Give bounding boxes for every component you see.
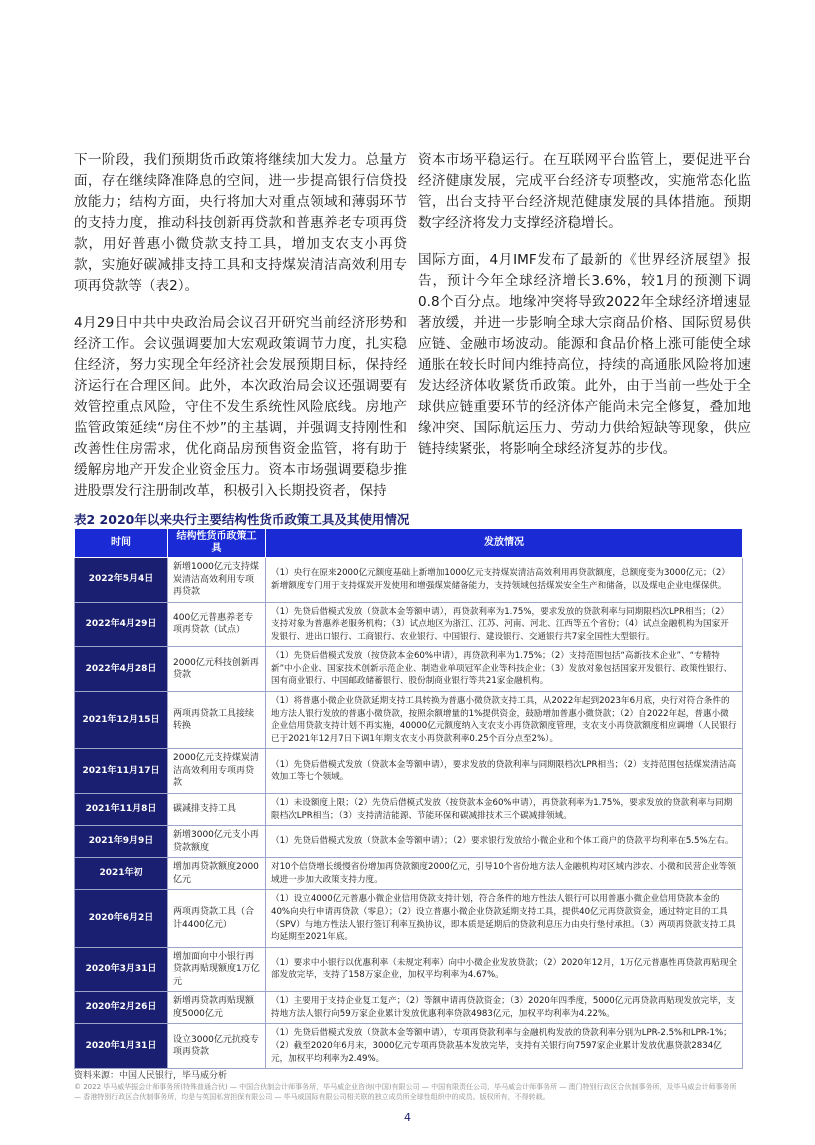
- row-date: 2020年3月31日: [75, 947, 168, 992]
- row-tool: 2000亿元支持煤炭清洁高效利用专项再贷款: [168, 749, 266, 794]
- row-date: 2020年2月26日: [75, 992, 168, 1024]
- header-time: 时间: [75, 529, 168, 558]
- row-detail: （1）先贷后借模式发放（贷款本金等额申请）；（2）要求银行发放给小微企业和个体工商户的贷款平均利率在5.5%左右。: [266, 826, 743, 858]
- row-detail: （1）央行在原来2000亿元额度基础上新增加1000亿元支持煤炭清洁高效利用再贷款额度，总额度变为3000亿元；（2）新增额度专门用于支持煤炭开发使用和增强煤炭储备能力，支持领域包括煤炭安全生产和储备，以及煤电企业电煤保供。: [266, 558, 743, 603]
- table-title: 表2 2020年以来央行主要结构性货币政策工具及其使用情况: [74, 512, 410, 527]
- table-row: [75, 558, 743, 603]
- row-tool: 新增1000亿元支持煤炭清洁高效利用专项再贷款: [168, 558, 266, 603]
- table-row: [75, 793, 743, 825]
- policy-tools-table: [74, 528, 743, 1069]
- row-detail: （1）先贷后借模式发放（贷款本金等额申请），专项再贷款利率与金融机构发放的贷款利率分别为LPR-2.5%和LPR-1%；（2）截至2020年6月末，3000亿元专项再贷款基本发放完毕，支持有关银行向7597家企业累计发放优惠贷款2834亿元，加权平均利率为2.49%。: [266, 1024, 743, 1069]
- row-tool: 增加再贷款额度2000亿元: [168, 858, 266, 890]
- row-tool: 增加面向中小银行再贷款再贴现额度1万亿元: [168, 947, 266, 992]
- paragraph: 4月29日中共中央政治局会议召开研究当前经济形势和经济工作。会议强调要加大宏观政策调节力度，扎实稳住经济，努力实现全年经济社会发展预期目标，保持经济运行在合理区间。此外，本次政治局会议还强调要有效管控重点风险，守住不发生系统性风险底线。房地产监管政策延续“房住不炒”的主基调，并强调支持刚性和改善性住房需求，优化商品房预售资金监管，将有助于缓解房地产开发企业资金压力。资本市场强调要稳步推进股票发行注册制改革，积极引入长期投资者，保持: [74, 315, 407, 499]
- row-date: 2020年1月31日: [75, 1024, 168, 1069]
- row-detail: （1）设立4000亿元普惠小微企业信用贷款支持计划，符合条件的地方性法人银行可以用普惠小微企业信用贷款本金的40%向央行申请再贷款（零息）；（2）设立普惠小微企业贷款延期支持工具，提供40亿元再贷款资金，通过特定目的工具（SPV）与地方性法人银行签订利率互换协议，即本质是延期后的贷款利息压力由央行垫付承担。（3）两项再贷款支持工具均延期至2021年底。: [266, 890, 743, 947]
- header-tool: 结构性货币政策工具: [168, 529, 266, 558]
- row-detail: （1）主要用于支持企业复工复产；（2）等额申请再贷款资金；（3）2020年四季度，5000亿元再贷款再贴现发放完毕，支持地方法人银行向59万家企业累计发放优惠利率贷款4983亿元，加权平均利率为4.22%。: [266, 992, 743, 1024]
- row-tool: 新增再贷款再贴现额度5000亿元: [168, 992, 266, 1024]
- row-detail: （1）先贷后借模式发放（按贷款本金60%申请），再贷款利率为1.75%；（2）支持范围包括“高新技术企业”、“专精特新”中小企业、国家技术创新示范企业、制造业单项冠军企业等科技企业；（3）发放对象包括国家开发银行、政策性银行、国有商业银行、中国邮政储蓄银行、股份制商业银行等共21家金融机构。: [266, 647, 743, 692]
- page-number: 4: [404, 1111, 411, 1124]
- paragraph: 下一阶段，我们预期货币政策将继续加大发力。总量方面，存在继续降准降息的空间，进一步提高银行信贷投放能力；结构方面，央行将加大对重点领域和薄弱环节的支持力度，推动科技创新再贷款和普惠养老专项再贷款，用好普惠小微贷款支持工具，增加支农支小再贷款，实施好碳减排支持工具和支持煤炭清洁高效利用专项再贷款等（表2）。: [74, 152, 407, 294]
- row-tool: 400亿元普惠养老专项再贷款（试点）: [168, 602, 266, 647]
- row-detail: （1）将普惠小微企业贷款延期支持工具转换为普惠小微贷款支持工具，从2022年起到2023年6月底，央行对符合条件的地方法人银行发放的普惠小微贷款，按照余额增量的1%提供资金，鼓励增加普惠小微贷款；（2）自2022年起，普惠小微企业信用贷款支持计划不再实施，40000亿元额度纳入支农支小再贷款额度管理，支农支小再贷款额度相应调增（人民银行已于2021年12月7日下调1年期支农支小再贷款利率0.25个百分点至2%）。: [266, 692, 743, 749]
- row-detail: （1）未设额度上限；（2）先贷后借模式发放（按贷款本金60%申请），再贷款利率为1.75%，要求发放的贷款利率与同期限档次LPR相当；（3）支持清洁能源、节能环保和碳减排技术三个碳减排领域。: [266, 793, 743, 825]
- row-tool: 碳减排支持工具: [168, 793, 266, 825]
- copyright-disclaimer: © 2022 毕马威华振会计师事务所(特殊普通合伙) — 中国合伙制会计师事务所，毕马威企业咨询(中国)有限公司 — 中国有限责任公司，毕马威会计师事务所 — 澳门特别行政区合伙制事务所，及毕马威会计师事务所 — 香港特别行政区合伙制事务所，均是与英国私营担保有限公司 — 毕马威国际有限公司相关联的独立成员所全球性组织中的成员。版权所有，不得转载。: [74, 1083, 737, 1101]
- right-text-column: [418, 150, 751, 476]
- left-text-column: [74, 150, 407, 518]
- row-date: 2021年11月17日: [75, 749, 168, 794]
- paragraph: 资本市场平稳运行。在互联网平台监管上，要促进平台经济健康发展，完成平台经济专项整改，实施常态化监管，出台支持平台经济规范健康发展的具体措施。预期数字经济将发力支撑经济稳增长。: [418, 152, 751, 231]
- table-row: [75, 947, 743, 992]
- row-date: 2021年11月8日: [75, 793, 168, 825]
- row-date: 2022年4月28日: [75, 647, 168, 692]
- row-detail: （1）先贷后借模式发放（贷款本金等额申请），再贷款利率为1.75%，要求发放的贷款利率与同期限档次LPR相当；（2）支持对象为普惠养老服务机构；（3）试点地区为浙江、江苏、河南、河北、江西等五个省份；（4）试点金融机构为国家开发银行、进出口银行、工商银行、农业银行、中国银行、建设银行、交通银行共7家全国性大型银行。: [266, 602, 743, 647]
- row-detail: （1）先贷后借模式发放（贷款本金等额申请），要求发放的贷款利率与同期限档次LPR相当；（2）支持范围包括煤炭清洁高效加工等七个领域。: [266, 749, 743, 794]
- table-row: [75, 1024, 743, 1069]
- row-tool: 两项再贷款工具接续转换: [168, 692, 266, 749]
- row-tool: 两项再贷款工具（合计4400亿元）: [168, 890, 266, 947]
- row-date: 2022年5月4日: [75, 558, 168, 603]
- row-date: 2021年12月15日: [75, 692, 168, 749]
- table-row: [75, 749, 743, 794]
- table-row: [75, 692, 743, 749]
- row-date: 2021年9月9日: [75, 826, 168, 858]
- table-row: [75, 858, 743, 890]
- row-date: 2021年初: [75, 858, 168, 890]
- table-header-row: [75, 529, 743, 558]
- row-tool: 新增3000亿元支小再贷款额度: [168, 826, 266, 858]
- row-date: 2020年6月2日: [75, 890, 168, 947]
- table-row: [75, 647, 743, 692]
- source-note: 资料来源：中国人民银行，毕马威分析: [74, 1071, 228, 1081]
- table-row: [75, 992, 743, 1024]
- row-detail: （1）要求中小银行以优惠利率（未规定利率）向中小微企业发放贷款；（2）2020年12月，1万亿元普惠性再贷款再贴现全部发放完毕，支持了158万家企业，加权平均利率为4.67%。: [266, 947, 743, 992]
- row-tool: 设立3000亿元抗疫专项再贷款: [168, 1024, 266, 1069]
- table-row: [75, 890, 743, 947]
- row-date: 2022年4月29日: [75, 602, 168, 647]
- row-detail: 对10个信贷增长缓慢省份增加再贷款额度2000亿元，引导10个省份地方法人金融机构对区域内涉农、小微和民营企业等领域进一步加大政策支持力度。: [266, 858, 743, 890]
- table-row: [75, 826, 743, 858]
- paragraph: 国际方面，4月IMF发布了最新的《世界经济展望》报告，预计今年全球经济增长3.6%，较1月的预测下调0.8个百分点。地缘冲突将导致2022年全球经济增速显著放缓，并进一步影响全球大宗商品价格、国际贸易供应链、金融市场波动。能源和食品价格上涨可能使全球通胀在较长时间内维持高位，持续的高通胀风险将加速发达经济体收紧货币政策。此外，由于当前一些处于全球供应链重要环节的经济体产能尚未完全修复，叠加地缘冲突、国际航运压力、劳动力供给短缺等现象，供应链持续紧张，将影响全球经济复苏的步伐。: [418, 252, 751, 457]
- table-row: [75, 602, 743, 647]
- header-detail: 发放情况: [266, 529, 743, 558]
- row-tool: 2000亿元科技创新再贷款: [168, 647, 266, 692]
